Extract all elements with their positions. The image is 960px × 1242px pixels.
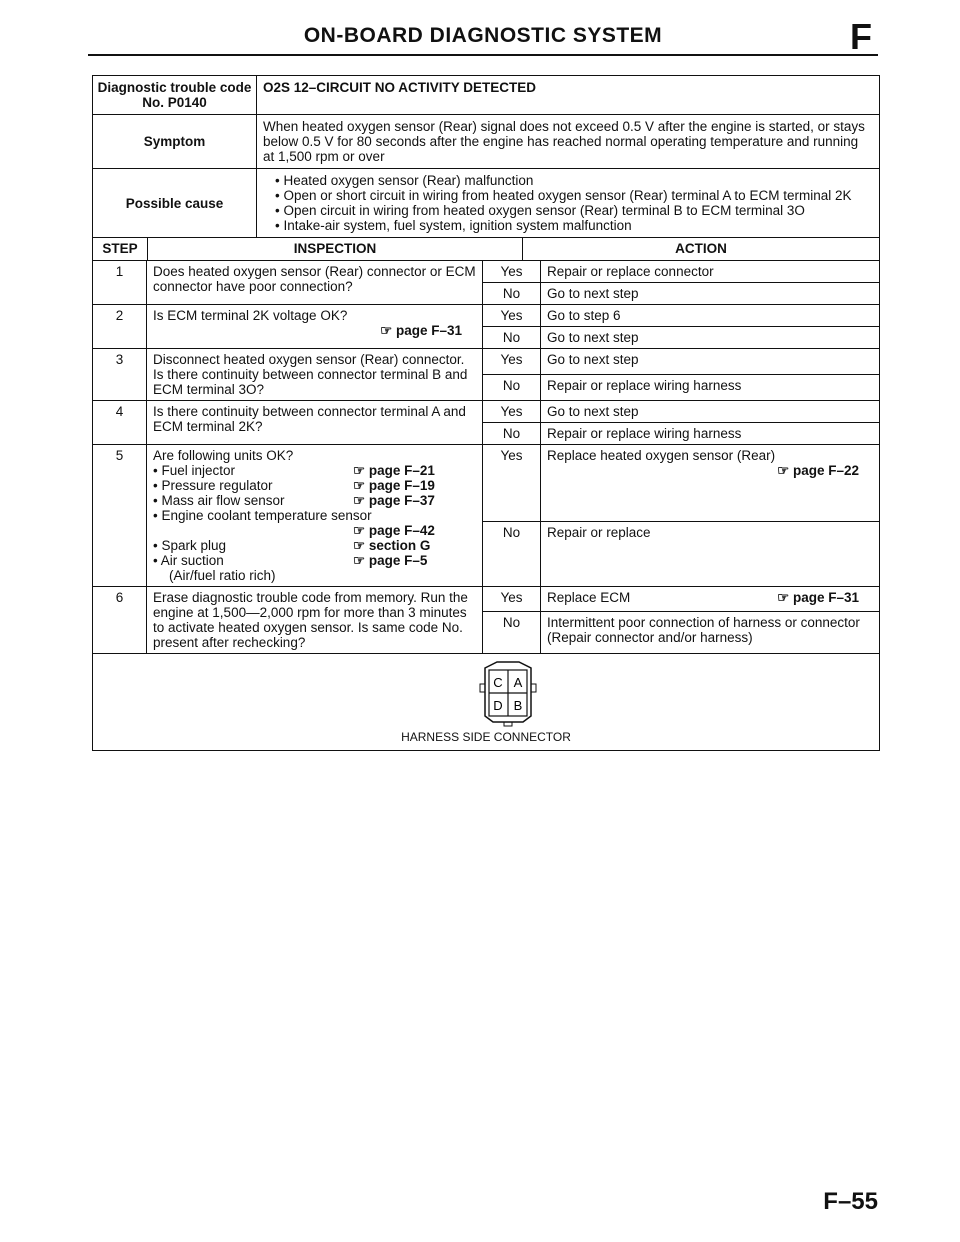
step-number: 1 xyxy=(93,261,147,304)
terminal-label: D xyxy=(493,698,503,713)
no-action: Repair or replace wiring harness xyxy=(547,378,742,393)
step-inspection: Is there continuity between connector terminal A and ECM terminal 2K? xyxy=(147,401,483,444)
section-letter: F xyxy=(850,16,872,57)
symptom-row xyxy=(93,115,879,169)
no-action: Go to next step xyxy=(547,286,639,301)
page-header xyxy=(88,16,878,57)
col-inspection: INSPECTION xyxy=(148,238,523,260)
dtc-label: Diagnostic trouble code No. P0140 xyxy=(93,76,257,114)
yes-label: Yes xyxy=(483,587,541,611)
symptom-label: Symptom xyxy=(93,115,257,168)
dtc-row xyxy=(93,76,879,115)
yes-action: Go to next step xyxy=(547,404,639,419)
yes-action: Replace ECM xyxy=(547,590,631,605)
yes-label: Yes xyxy=(483,445,541,521)
unit-item xyxy=(153,478,476,493)
unit-item xyxy=(153,568,476,583)
step-inspection: Is ECM terminal 2K voltage OK? xyxy=(153,308,348,323)
no-label: No xyxy=(483,283,541,304)
no-label: No xyxy=(483,612,541,653)
unit-name: • Air suction xyxy=(153,553,224,568)
page-number: F–55 xyxy=(823,1188,878,1215)
col-action: ACTION xyxy=(675,241,727,256)
step-row xyxy=(93,261,879,305)
yes-action: Go to next step xyxy=(547,352,639,367)
no-label: No xyxy=(483,423,541,444)
unit-item xyxy=(153,553,476,568)
page-reference: ☞ page F–42 xyxy=(353,523,435,538)
unit-name: • Pressure regulator xyxy=(153,478,273,493)
cause-item: • Open or short circuit in wiring from heated oxygen sensor (Rear) terminal A to ECM terminal 2K xyxy=(275,188,873,203)
terminal-label: A xyxy=(513,675,523,690)
step-number: 3 xyxy=(93,349,147,400)
symptom-value: When heated oxygen sensor (Rear) signal does not exceed 0.5 V after the engine is started, or stays below 0.5 V for 80 seconds after the engine has reached normal operating temperature and running at 1,500 rpm or over xyxy=(263,119,865,164)
step-number: 4 xyxy=(93,401,147,444)
terminal-label: B xyxy=(513,698,523,713)
yes-action: Go to step 6 xyxy=(547,308,621,323)
unit-name: (Air/fuel ratio rich) xyxy=(169,568,276,583)
page-reference: ☞ page F–37 xyxy=(353,493,435,508)
yes-label: Yes xyxy=(483,401,541,422)
step-inspection: Erase diagnostic trouble code from memory. Run the engine at 1,500—2,000 rpm for more than 3 minutes to activate heated oxygen sensor. Is same code No. present after rechecking? xyxy=(147,587,483,653)
step-row xyxy=(93,401,879,445)
no-label: No xyxy=(483,375,541,400)
page-reference: ☞ section G xyxy=(353,538,431,553)
step-row xyxy=(93,349,879,401)
possible-cause-list xyxy=(263,173,873,233)
unit-list xyxy=(153,463,476,583)
step-row xyxy=(93,305,879,349)
no-label: No xyxy=(483,522,541,586)
page-reference: ☞ page F–31 xyxy=(380,323,462,338)
no-action: Repair or replace wiring harness xyxy=(547,426,742,441)
no-action: Repair or replace xyxy=(547,525,651,540)
terminal-label: C xyxy=(493,675,503,690)
step-inspection: Disconnect heated oxygen sensor (Rear) connector. Is there continuity between connector terminal B and ECM terminal 3O? xyxy=(147,349,483,400)
connector-caption: HARNESS SIDE CONNECTOR xyxy=(401,730,571,744)
unit-item xyxy=(153,463,476,478)
step-number: 6 xyxy=(93,587,147,653)
step-number: 5 xyxy=(93,445,147,586)
step-row xyxy=(93,445,879,587)
connector-diagram xyxy=(93,654,879,750)
unit-item xyxy=(153,523,476,538)
unit-name: • Fuel injector xyxy=(153,463,236,478)
connector-icon xyxy=(473,660,543,730)
possible-cause-row xyxy=(93,169,879,238)
no-action: Go to next step xyxy=(547,330,639,345)
unit-name: • Mass air flow sensor xyxy=(153,493,285,508)
step-number: 2 xyxy=(93,305,147,348)
page-reference: ☞ page F–19 xyxy=(353,478,435,493)
page-title: ON-BOARD DIAGNOSTIC SYSTEM xyxy=(303,24,663,47)
page-reference: ☞ page F–5 xyxy=(353,553,428,568)
yes-action: Replace heated oxygen sensor (Rear) xyxy=(547,448,776,463)
unit-name: • Engine coolant temperature sensor xyxy=(153,508,372,523)
step-inspection: Are following units OK? xyxy=(153,448,294,463)
page-reference: ☞ page F–22 xyxy=(777,463,859,478)
cause-item: • Heated oxygen sensor (Rear) malfunction xyxy=(275,173,873,188)
cause-item: • Open circuit in wiring from heated oxygen sensor (Rear) terminal B to ECM terminal 3O xyxy=(275,203,873,218)
step-inspection: Does heated oxygen sensor (Rear) connector or ECM connector have poor connection? xyxy=(147,261,483,304)
diagnostic-table xyxy=(92,75,880,751)
unit-name: • Spark plug xyxy=(153,538,227,553)
unit-name xyxy=(153,523,353,538)
no-action: Intermittent poor connection of harness or connector (Repair connector and/or harness) xyxy=(547,615,860,645)
page-reference: ☞ page F–21 xyxy=(353,463,435,478)
yes-label: Yes xyxy=(483,305,541,326)
dtc-value: O2S 12–CIRCUIT NO ACTIVITY DETECTED xyxy=(263,80,537,95)
possible-cause-label: Possible cause xyxy=(93,169,257,237)
unit-item xyxy=(153,538,476,553)
page-reference: ☞ page F–31 xyxy=(777,590,859,605)
no-label: No xyxy=(483,327,541,348)
yes-label: Yes xyxy=(483,261,541,282)
yes-action: Repair or replace connector xyxy=(547,264,714,279)
cause-item: • Intake-air system, fuel system, ignition system malfunction xyxy=(275,218,873,233)
yes-label: Yes xyxy=(483,349,541,374)
col-step: STEP xyxy=(93,238,148,260)
unit-item xyxy=(153,493,476,508)
column-header-row xyxy=(93,238,879,261)
step-row xyxy=(93,587,879,654)
unit-item xyxy=(153,508,476,523)
